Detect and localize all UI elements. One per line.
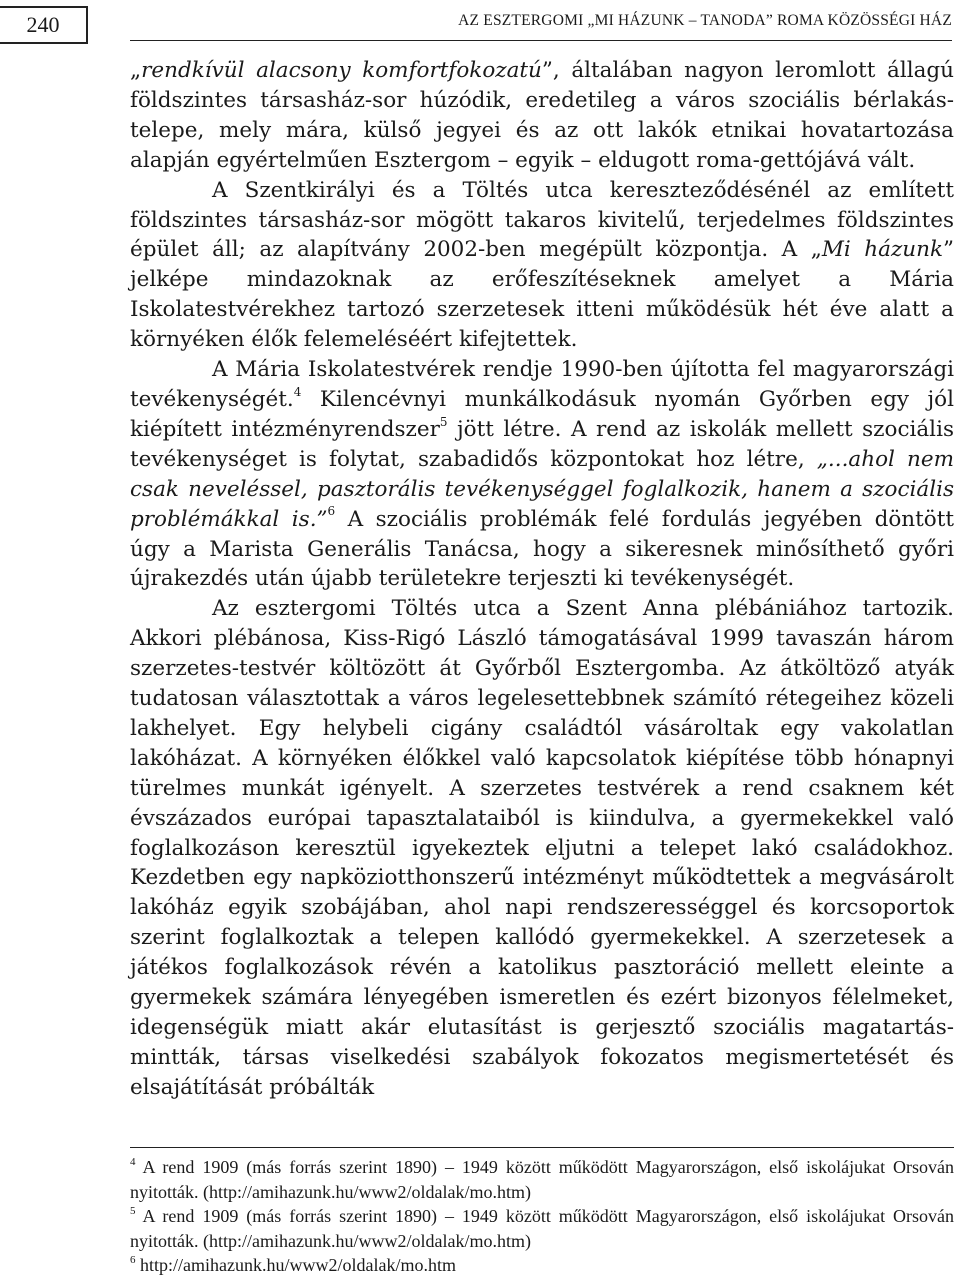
footnote-reference[interactable]: 6 xyxy=(327,504,336,519)
main-text xyxy=(130,56,954,1103)
footnotes xyxy=(130,1155,954,1278)
footnote-number: 5 xyxy=(130,1205,136,1217)
page-number: 240 xyxy=(0,6,88,44)
paragraph-text: jött létre. A rend az iskolák mellett szociális tevékenységet is folytat, szabadidős központokat hoz létre, xyxy=(130,416,954,472)
paragraph-text: A Mária Iskolatestvérek rendje 1990-ben újította fel magyarországi tevékenységét. xyxy=(130,357,954,412)
footnote-number: 4 xyxy=(130,1156,136,1168)
paragraph-text: Az esztergomi Töltés utca a Szent Anna plébániához tartozik. Akkori plébánosa, Kiss-Rigó László támogatásával 1999 tavaszán három szerzetes-testvér költözött át Győrből Esztergomba. Az átköltöző atyák tudatosan választottak a város legelesettebbnek számító rétegeihez közeli lakhelyet. Egy helybeli cigány családtól vásároltak egy vakolatlan lakóházat. A környéken élőkkel való kapcsolatok kiépítése több hónapnyi türelmes munkát igényelt. A szerzetes testvérek a rend csaknem két évszázados európai tapasztalataiból is kiindulva, a gyermekekkel való foglalkozáson keresztül igyekeztek eljutni a telepet lakó családokhoz. Kezdetben egy napköziotthonszerű intézményt működtettek a megvásárolt lakóház egyik szobájában, ahol napi rendszerességgel és korcsoportok szerint foglalkoztak a telepen kallódó gyermekekkel. A szerzetesek a játékos foglalkozások révén a katolikus pasztoráció mellett eleinte a gyermekek számára lényegében ismeretlen és ezért bizonyos félelmeket, idegenségük miatt akár elutasítást is gerjesztő szociális magatartás-mintták, társas viselkedési szabályok fokozatos megismertetését és elsajátítását próbálták xyxy=(130,596,954,1100)
footnote-4 xyxy=(130,1155,954,1204)
footnote-text: http://amihazunk.hu/www2/oldalak/mo.htm xyxy=(135,1255,456,1275)
quoted-passage: „...ahol nem csak neveléssel, pasztorális tevékenységgel foglalkozik, hanem a szociális problémákkal is.” xyxy=(130,446,954,532)
footnote-text: A rend 1909 (más forrás szerint 1890) – 1949 között működött Magyarországon, első iskolájukat Orsován nyitották. (http://amihazunk.hu/www2/oldalak/mo.htm) xyxy=(130,1157,954,1202)
quote-close: ” xyxy=(943,237,954,263)
header-divider xyxy=(130,40,952,41)
footnote-5 xyxy=(130,1204,954,1253)
quote-open: „ xyxy=(810,237,822,263)
footnote-6 xyxy=(130,1253,954,1278)
paragraph-text-continued: jelképe mindazoknak az erőfeszítéseknek amelyet a Mária Iskolatestvérekhez tartozó szerzetesek itteni működésük hét éve alatt a környéken élők felemeléséért kifejtettek. xyxy=(130,267,954,353)
footnote-reference[interactable]: 5 xyxy=(439,414,448,429)
footnote-text: A rend 1909 (más forrás szerint 1890) – 1949 között működött Magyarországon, első iskolájukat Orsován nyitották. (http://amihazunk.hu/www2/oldalak/mo.htm) xyxy=(130,1206,954,1251)
footnote-reference[interactable]: 4 xyxy=(293,384,302,399)
paragraph-text: Kilencévnyi munkálkodásuk nyomán Győrben egy jól kiépített intézményrendszer xyxy=(130,386,954,442)
footnote-divider xyxy=(130,1147,954,1148)
footnote-number: 6 xyxy=(130,1254,136,1266)
paragraph-3 xyxy=(130,355,954,594)
paragraph-2 xyxy=(130,176,954,355)
quoted-phrase: rendkívül alacsony komfortfokozatú xyxy=(141,58,542,83)
paragraph-text: , általában nagyon leromlott állagú földszintes társasház-sor húzódik, eredetileg a város szociális bérlakás-telepe, mely mára, külső jegyei és az ott lakók etnikai hovatartozása alapján egyértelműen Esztergom – egyik – eldugott roma-gettójává vált. xyxy=(130,58,955,173)
page-header xyxy=(0,0,960,50)
paragraph-4 xyxy=(130,594,954,1102)
quote-close: ” xyxy=(541,58,553,83)
quote-open: „ xyxy=(130,58,142,83)
running-title: AZ ESZTERGOMI „MI HÁZUNK – TANODA” ROMA KÖZÖSSÉGI HÁZ xyxy=(458,12,952,29)
quoted-phrase: Mi házunk xyxy=(821,237,943,263)
paragraph-text: A Szentkirályi és a Töltés utca kereszteződésénél az említett földszintes társasház-sor mögött takaros kivitelű, terjedelmes földszintes épület áll; az alapítvány 2002-ben megépült központja. A xyxy=(130,177,954,263)
paragraph-1 xyxy=(130,56,954,176)
paragraph-text: A szociális problémák felé fordulás jegyében döntött úgy a Marista Generális Tanácsa, hogy a sikeresnek minősíthető győri újrakezdés után újabb területekre terjeszti ki tevékenységét. xyxy=(130,506,954,592)
